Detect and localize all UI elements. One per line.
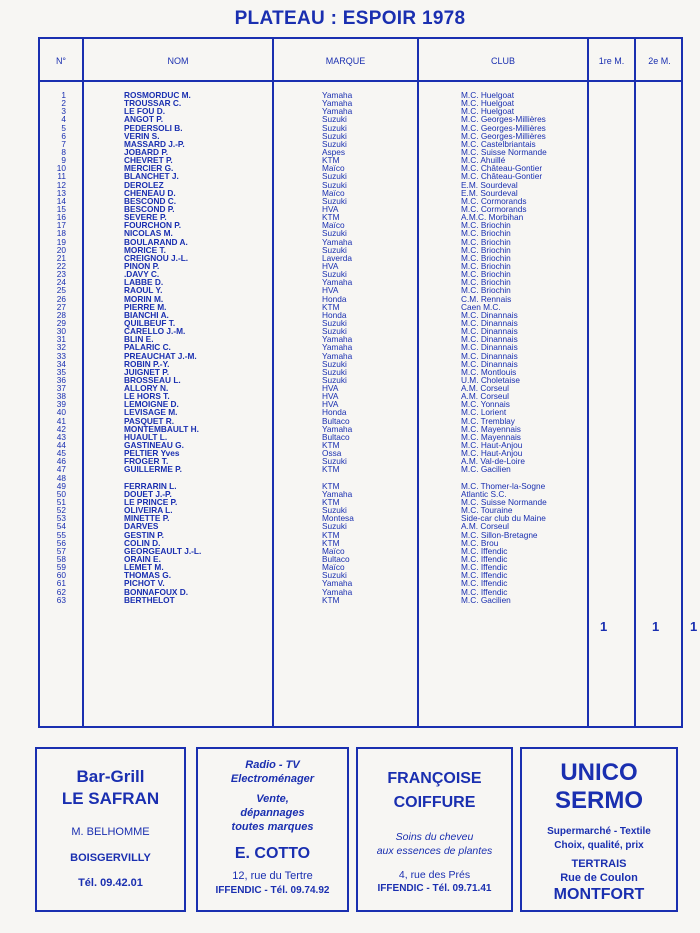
header-first-round: 1re M. (598, 56, 625, 66)
row-number: 60 (56, 570, 66, 581)
rider-club: M.C. Huelgoat (461, 90, 515, 100)
rider-club: M.C. Cormorands (461, 203, 527, 214)
rider-name: GUILLERME P. (124, 464, 182, 475)
row-number: 30 (56, 326, 66, 337)
rider-club: M.C. Château-Gontier (461, 163, 543, 174)
rider-club: Caen M.C. (461, 301, 501, 312)
row-number: 29 (56, 317, 66, 328)
rider-club: A.M. Corseul (461, 391, 509, 402)
header-nom: NOM (167, 56, 189, 66)
rider-club: M.C. Briochin (461, 260, 511, 271)
rider-brand: Suzuki (322, 456, 347, 467)
rider-brand: Suzuki (322, 269, 347, 280)
row-number: 45 (56, 448, 66, 459)
rider-name: ALLORY N. (124, 383, 169, 394)
rider-club: M.C. Cormorands (461, 195, 527, 206)
row-number: 19 (56, 236, 66, 247)
rider-name: FERRARIN L. (124, 480, 177, 491)
ad-line: MONTFORT (553, 886, 645, 903)
rider-name: MONTEMBAULT H. (124, 423, 199, 434)
rider-name: BESCOND C. (124, 195, 177, 206)
rider-brand: HVA (322, 285, 339, 296)
rider-club: A.M. Corseul (461, 521, 509, 532)
rider-name: CHENEAU D. (124, 187, 176, 198)
rider-name: MASSARD J.-P. (124, 138, 185, 149)
rider-name: ANGOT P. (124, 114, 164, 125)
rider-name: BIANCHI A. (124, 309, 169, 320)
rider-name: JUIGNET P. (124, 366, 170, 377)
rider-club: Atlantic S.C. (461, 488, 507, 499)
row-number: 23 (56, 269, 66, 280)
row-number: 53 (56, 513, 66, 524)
rider-club: M.C. Briochin (461, 252, 511, 263)
rider-brand: Suzuki (322, 521, 347, 532)
row-number: 5 (61, 122, 66, 133)
rider-name: OLIVEIRA L. (124, 505, 173, 516)
row-number: 40 (56, 407, 66, 418)
rider-brand: Suzuki (322, 138, 347, 149)
rider-name: LABBE D. (124, 277, 164, 288)
row-number: 52 (56, 505, 66, 516)
rider-name: HUAULT L. (124, 431, 168, 442)
rider-name: NICOLAS M. (124, 228, 173, 239)
row-number: 9 (61, 155, 66, 166)
rider-brand: KTM (322, 497, 340, 508)
rider-brand: HVA (322, 383, 339, 394)
rider-brand: Suzuki (322, 505, 347, 516)
rider-brand: Yamaha (322, 578, 353, 589)
ad-line: FRANÇOISE (387, 770, 482, 787)
rider-club: M.C. Ahuillé (461, 155, 506, 166)
rider-name: LEMOIGNE D. (124, 399, 179, 410)
rider-club: M.C. Mayennais (461, 431, 521, 442)
ad-cotto (196, 747, 349, 912)
rider-club: M.C. Briochin (461, 269, 511, 280)
rider-club: M.C. Briochin (461, 220, 511, 231)
handwritten-mark: 1 (652, 619, 660, 634)
rider-club: M.C. Dinannais (461, 317, 518, 328)
rider-club: M.C. Brou (461, 537, 499, 548)
row-number: 24 (56, 277, 66, 288)
rider-club: M.C. Suisse Normande (461, 146, 547, 157)
rider-name: RAOUL Y. (124, 285, 163, 296)
rider-club: M.C. Briochin (461, 236, 511, 247)
rider-name: LEVISAGE M. (124, 407, 178, 418)
rider-name: BLANCHET J. (124, 171, 179, 182)
rider-brand: Yamaha (322, 488, 353, 499)
row-number: 47 (56, 464, 66, 475)
rider-brand: Suzuki (322, 130, 347, 141)
rider-club: M.C. Iffendic (461, 562, 508, 573)
rider-name: JOBARD P. (124, 146, 169, 157)
ad-line: Electroménager (230, 773, 315, 785)
rider-name: BOULARAND A. (124, 236, 188, 247)
row-number: 49 (56, 480, 66, 491)
rider-brand: Suzuki (322, 366, 347, 377)
row-number: 20 (56, 244, 66, 255)
rider-club: A.M.C. Morbihan (461, 212, 524, 223)
rider-club: M.C. Thomer-la-Sogne (461, 480, 546, 491)
row-number: 12 (56, 179, 66, 190)
rider-club: M.C. Huelgoat (461, 106, 515, 117)
rider-brand: KTM (322, 594, 340, 605)
ad-line: UNICO (560, 759, 638, 786)
rider-name: ROBIN P.-Y. (124, 358, 170, 369)
rider-name: MERCIER G. (124, 163, 174, 174)
table-row (40, 465, 681, 473)
rider-brand: Yamaha (322, 423, 353, 434)
rider-name: GASTINEAU G. (124, 440, 184, 451)
rider-brand: Montesa (322, 513, 354, 524)
rider-club: M.C. Briochin (461, 285, 511, 296)
row-number: 50 (56, 488, 66, 499)
rider-brand: Suzuki (322, 358, 347, 369)
rider-club: M.C. Dinannais (461, 309, 518, 320)
rider-club: M.C. Touraine (461, 505, 513, 516)
rider-name: LE PRINCE P. (124, 497, 178, 508)
row-number: 54 (56, 521, 66, 532)
row-number: 32 (56, 342, 66, 353)
row-number: 15 (56, 203, 66, 214)
row-number: 61 (56, 578, 66, 589)
rider-club: M.C. Sillon-Bretagne (461, 529, 538, 540)
rider-name: FOURCHON P. (124, 220, 182, 231)
rider-club: M.C. Gacilien (461, 464, 511, 475)
ad-line: Rue de Coulon (560, 872, 638, 884)
rider-brand: Suzuki (322, 228, 347, 239)
row-number: 43 (56, 431, 66, 442)
rider-brand: HVA (322, 203, 339, 214)
rider-club: E.M. Sourdeval (461, 179, 518, 190)
rider-name: LEMET M. (124, 562, 164, 573)
rider-brand: Honda (322, 309, 347, 320)
rider-name: DARVES (124, 521, 159, 532)
rider-name: VERIN S. (124, 130, 160, 141)
rider-brand: Suzuki (322, 244, 347, 255)
rider-name: PASQUET R. (124, 415, 175, 426)
row-number: 14 (56, 195, 66, 206)
ad-line: M. BELHOMME (71, 826, 150, 838)
ad-line: Choix, qualité, prix (554, 840, 644, 851)
rider-name: PALARIC C. (124, 342, 171, 353)
rider-club: M.C. Château-Gontier (461, 171, 543, 182)
rider-name: DOUET J.-P. (124, 488, 172, 499)
rider-name: MORICE T. (124, 244, 166, 255)
rider-club: M.C. Suisse Normande (461, 497, 547, 508)
rider-brand: KTM (322, 212, 340, 223)
row-number: 48 (56, 472, 66, 483)
rider-club: M.C. Dinannais (461, 342, 518, 353)
ad-line: E. COTTO (234, 845, 311, 862)
rider-club: M.C. Lorient (461, 407, 507, 418)
ad-line: IFFENDIC - Tél. 09.71.41 (377, 883, 492, 894)
rider-name: LE HORS T. (124, 391, 170, 402)
rider-brand: Maïco (322, 545, 345, 556)
page-title: PLATEAU : ESPOIR 1978 (234, 8, 466, 29)
rider-brand: KTM (322, 529, 340, 540)
row-number: 42 (56, 423, 66, 434)
rider-name: COLIN D. (124, 537, 161, 548)
row-number: 36 (56, 374, 66, 385)
rider-brand: KTM (322, 537, 340, 548)
rider-club: M.C. Montlouis (461, 366, 517, 377)
rider-brand: HVA (322, 260, 339, 271)
ad-line: LE SAFRAN (61, 789, 160, 808)
row-number: 10 (56, 163, 66, 174)
rider-brand: Suzuki (322, 122, 347, 133)
rider-brand: Yamaha (322, 106, 353, 117)
row-number: 34 (56, 358, 66, 369)
ad-line: Vente, (256, 793, 289, 805)
rider-brand: KTM (322, 464, 340, 475)
rider-club: M.C. Dinannais (461, 326, 518, 337)
rider-name: PIERRE M. (124, 301, 167, 312)
rider-name: PELTIER Yves (124, 448, 180, 459)
rider-club: M.C. Tremblay (461, 415, 515, 426)
ad-line: 12, rue du Tertre (232, 870, 313, 882)
row-number: 16 (56, 212, 66, 223)
rider-club: M.C. Huelgoat (461, 98, 515, 109)
row-number: 27 (56, 301, 66, 312)
rider-name: PREAUCHAT J.-M. (124, 350, 197, 361)
row-number: 26 (56, 293, 66, 304)
rider-brand: Maïco (322, 562, 345, 573)
rider-name: CARELLO J.-M. (124, 326, 186, 337)
rider-name: BROSSEAU L. (124, 374, 181, 385)
entries-table (38, 37, 698, 728)
row-number: 17 (56, 220, 66, 231)
row-number: 62 (56, 586, 66, 597)
rider-club: M.C. Briochin (461, 228, 511, 239)
rider-brand: Suzuki (322, 570, 347, 581)
rider-club: M.C. Gacilien (461, 594, 511, 605)
rider-name: BLIN E. (124, 334, 154, 345)
row-number: 1 (61, 90, 66, 100)
row-number: 13 (56, 187, 66, 198)
row-number: 2 (61, 98, 66, 109)
row-number: 22 (56, 260, 66, 271)
rider-brand: Bultaco (322, 554, 350, 565)
rider-name: DEROLEZ (124, 179, 164, 190)
rider-brand: KTM (322, 301, 340, 312)
rider-club: M.C. Georges-Millières (461, 122, 546, 133)
rider-club: M.C. Dinannais (461, 334, 518, 345)
rider-club: C.M. Rennais (461, 293, 512, 304)
row-number: 46 (56, 456, 66, 467)
rider-brand: Suzuki (322, 171, 347, 182)
rider-brand: Yamaha (322, 334, 353, 345)
rider-name: .DAVY C. (124, 269, 160, 280)
rider-club: M.C. Yonnais (461, 399, 510, 410)
header-no: N° (55, 56, 67, 66)
rider-name: FROGER T. (124, 456, 169, 467)
row-number: 37 (56, 383, 66, 394)
rider-name: MINETTE P. (124, 513, 170, 524)
rider-club: M.C. Georges-Millières (461, 130, 546, 141)
rider-name: BESCOND P. (124, 203, 175, 214)
rider-name: ORAIN E. (124, 554, 161, 565)
ad-francoise-coiffure (356, 747, 513, 912)
rider-name: GESTIN P. (124, 529, 164, 540)
rider-brand: Bultaco (322, 415, 350, 426)
row-number: 11 (57, 171, 66, 182)
rider-name: THOMAS G. (124, 570, 172, 581)
rider-brand: Bultaco (322, 431, 350, 442)
rider-brand: HVA (322, 399, 339, 410)
row-number: 31 (56, 334, 66, 345)
rider-brand: Suzuki (322, 326, 347, 337)
rider-name: BERTHELOT (124, 594, 175, 605)
rider-name: GEORGEAULT J.-L. (124, 545, 202, 556)
rider-brand: Suzuki (322, 114, 347, 125)
rider-brand: Yamaha (322, 98, 353, 109)
rider-brand: Yamaha (322, 350, 353, 361)
row-number: 51 (56, 497, 66, 508)
ad-line: Supermarché - Textile (547, 826, 651, 837)
rider-club: M.C. Mayennais (461, 423, 521, 434)
row-number: 41 (56, 415, 66, 426)
rider-brand: Suzuki (322, 195, 347, 206)
rider-brand: Aspes (322, 146, 346, 157)
row-number: 57 (56, 545, 66, 556)
rider-brand: Yamaha (322, 277, 353, 288)
ad-line: toutes marques (231, 821, 314, 833)
ad-line: COIFFURE (393, 794, 476, 811)
ad-line: IFFENDIC - Tél. 09.74.92 (215, 885, 330, 896)
header-second-round: 2e M. (648, 56, 671, 66)
rider-name: ROSMORDUC M. (124, 90, 191, 100)
rider-club: M.C. Iffendic (461, 570, 508, 581)
row-number: 39 (56, 399, 66, 410)
rider-club: M.C. Iffendic (461, 545, 508, 556)
row-number: 6 (61, 130, 66, 141)
ad-line: aux essences de plantes (376, 845, 493, 857)
rider-brand: Suzuki (322, 317, 347, 328)
rider-club: A.M. Val-de-Loire (461, 456, 525, 467)
rider-club: M.C. Briochin (461, 277, 511, 288)
ad-line: BOISGERVILLY (70, 852, 151, 864)
rider-name: SEVERE P. (124, 212, 167, 223)
ad-line: Bar-Grill (76, 767, 145, 786)
row-number: 58 (56, 554, 66, 565)
rider-name: TROUSSAR C. (124, 98, 182, 109)
rider-brand: Suzuki (322, 374, 347, 385)
row-number: 59 (56, 562, 66, 573)
handwritten-mark: 1 (690, 619, 698, 634)
rider-club: M.C. Dinannais (461, 350, 518, 361)
row-number: 8 (61, 146, 66, 157)
ad-bar-grill (35, 747, 186, 912)
rider-brand: Ossa (322, 448, 342, 459)
rider-name: PICHOT V. (124, 578, 165, 589)
rider-club: E.M. Sourdeval (461, 187, 518, 198)
table-row (40, 596, 681, 604)
rider-brand: HVA (322, 391, 339, 402)
rider-brand: Yamaha (322, 90, 353, 100)
rider-brand: Suzuki (322, 179, 347, 190)
rider-club: M.C. Iffendic (461, 554, 508, 565)
rider-club: M.C. Georges-Millières (461, 114, 546, 125)
ad-line: TERTRAIS (571, 858, 627, 870)
header-marque: MARQUE (325, 56, 366, 66)
handwritten-mark: 1 (600, 619, 608, 634)
row-number: 55 (56, 529, 66, 540)
rider-brand: Maïco (322, 163, 345, 174)
rider-club: M.C. Dinannais (461, 358, 518, 369)
row-number: 56 (56, 537, 66, 548)
ad-line: Soins du cheveu (395, 831, 474, 843)
rider-club: M.C. Castelbriantais (461, 138, 536, 149)
row-number: 44 (56, 440, 66, 451)
rider-brand: Yamaha (322, 586, 353, 597)
row-number: 25 (56, 285, 66, 296)
row-number: 18 (56, 228, 66, 239)
rider-club: M.C. Iffendic (461, 578, 508, 589)
rider-club: Side-car club du Maine (461, 513, 546, 524)
rider-name: QUILBEUF T. (124, 317, 176, 328)
rider-brand: Yamaha (322, 236, 353, 247)
row-number: 38 (56, 391, 66, 402)
rider-club: U.M. Choletaise (461, 374, 521, 385)
ad-line: SERMO (554, 787, 643, 814)
rider-name: PEDERSOLI B. (124, 122, 183, 133)
rider-brand: Maïco (322, 220, 345, 231)
rider-brand: KTM (322, 440, 340, 451)
rider-brand: KTM (322, 155, 340, 166)
rider-brand: Laverda (322, 252, 352, 263)
row-number: 63 (56, 594, 66, 605)
row-number: 35 (56, 366, 66, 377)
rider-club: M.C. Briochin (461, 244, 511, 255)
rider-brand: Honda (322, 293, 347, 304)
row-number: 21 (56, 252, 66, 263)
rider-name: BONNAFOUX D. (124, 586, 189, 597)
rider-brand: Yamaha (322, 342, 353, 353)
rider-club: A.M. Corseul (461, 383, 509, 394)
table-rows (40, 91, 681, 604)
ad-unico-sermo (520, 747, 678, 912)
rider-club: M.C. Haut-Anjou (461, 448, 523, 459)
row-number: 28 (56, 309, 66, 320)
rider-name: CHEVRET P. (124, 155, 173, 166)
rider-club: M.C. Iffendic (461, 586, 508, 597)
row-number: 3 (61, 106, 66, 117)
row-number: 33 (56, 350, 66, 361)
header-divider (40, 80, 681, 82)
row-number: 4 (61, 114, 66, 125)
rider-club: M.C. Haut-Anjou (461, 440, 523, 451)
ad-line: 4, rue des Prés (398, 869, 471, 881)
row-number: 7 (61, 138, 66, 149)
header-club: CLUB (490, 56, 515, 66)
rider-name: LE FOU D. (124, 106, 166, 117)
rider-brand: Maïco (322, 187, 345, 198)
rider-name: MORIN M. (124, 293, 164, 304)
rider-name: CREIGNOU J.-L. (124, 252, 189, 263)
ad-line: dépannages (240, 807, 305, 819)
rider-brand: KTM (322, 480, 340, 491)
rider-name: PINON P. (124, 260, 160, 271)
ad-line: Radio - TV (245, 759, 300, 771)
rider-brand: Honda (322, 407, 347, 418)
ad-line: Tél. 09.42.01 (78, 877, 143, 889)
